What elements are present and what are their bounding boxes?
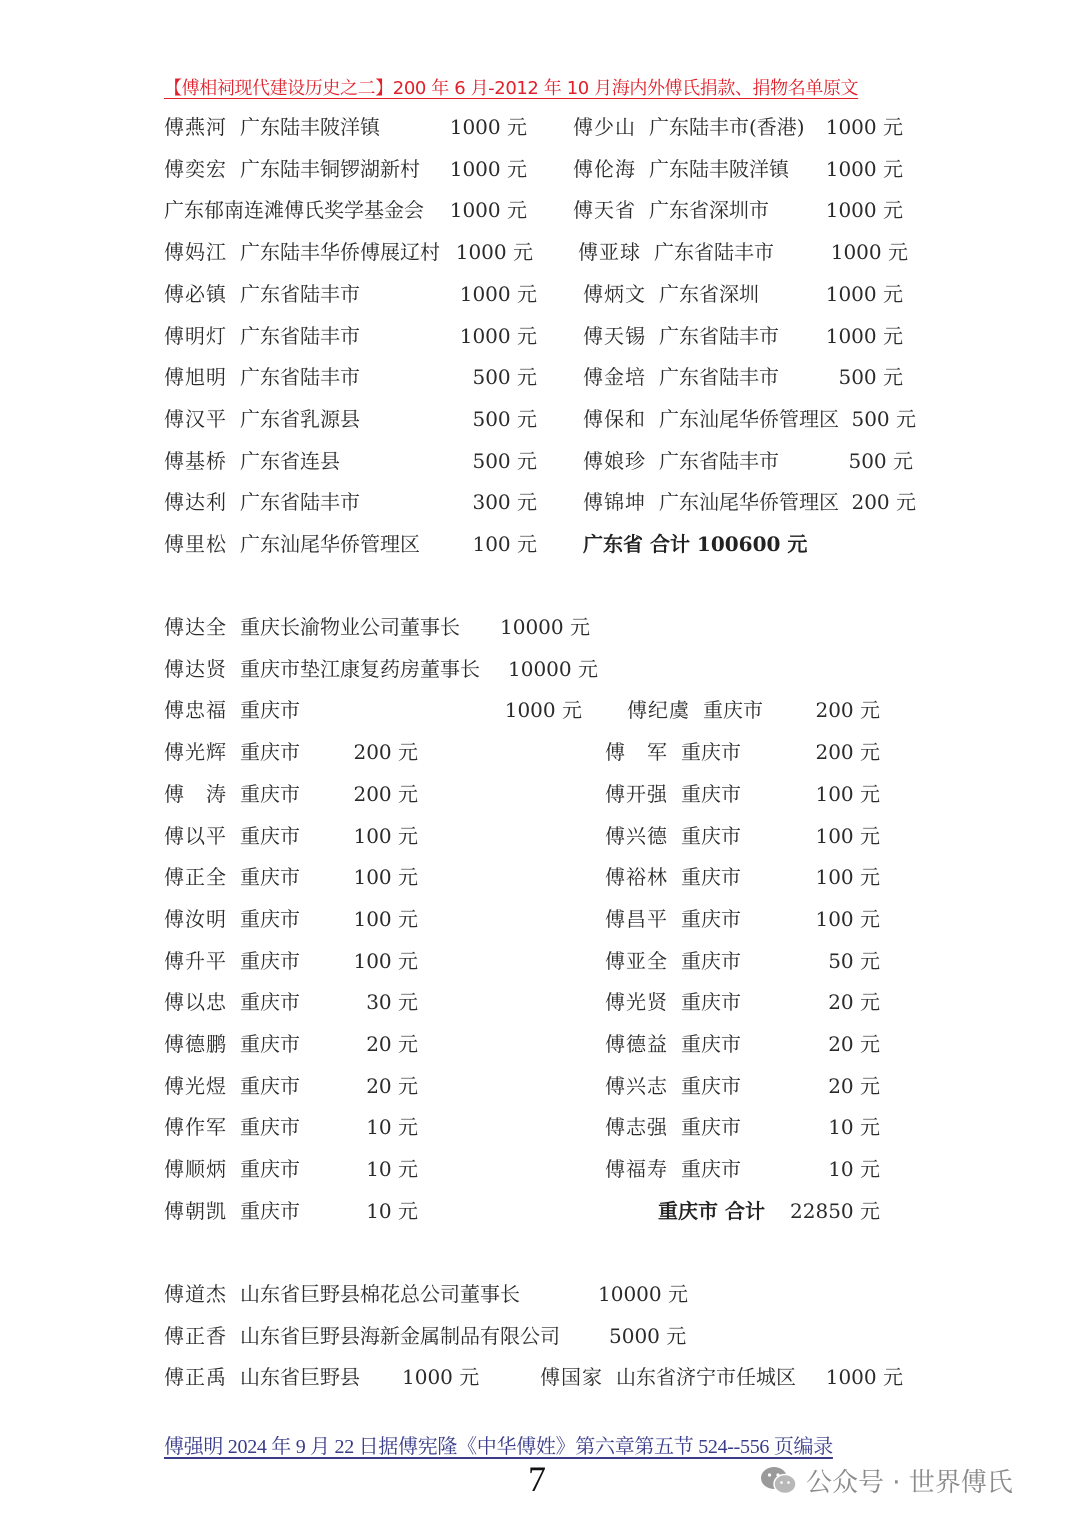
donor-place: 广东陆丰陂洋镇 [240, 115, 380, 139]
donor-name: 傅妈江 [164, 240, 227, 264]
province-total-label: 重庆市 合计 [658, 1199, 765, 1223]
donor-amount: 500 元 [472, 407, 537, 431]
donor-name: 傅升平 [164, 949, 227, 973]
donor-name: 傅顺炳 [164, 1157, 227, 1181]
donor-amount: 1000 元 [459, 282, 537, 306]
donor-amount: 1000 元 [830, 240, 908, 264]
donor-name: 傅以忠 [164, 990, 227, 1014]
donor-place: 重庆市 [681, 824, 741, 848]
donor-name: 傅明灯 [164, 324, 227, 348]
province-total: 广东省 合计 100600 元 [583, 532, 808, 556]
donor-place: 重庆市 [681, 949, 741, 973]
donor-place: 广东省陆丰市 [240, 365, 360, 389]
donor-place: 山东省巨野县棉花总公司董事长 [240, 1282, 520, 1306]
donor-place: 重庆市 [240, 698, 300, 722]
donor-place: 重庆市 [681, 1115, 741, 1139]
donor-row [0, 195, 1080, 225]
donor-name: 傅朝凯 [164, 1199, 227, 1223]
source-note-link[interactable]: 傅强明 2024 年 9 月 22 日据傅宪隆《中华傅姓》第六章第五节 524--556 页编录 [164, 1436, 833, 1458]
donor-amount: 1000 元 [825, 198, 903, 222]
donor-place: 重庆市 [240, 1074, 300, 1098]
donor-name: 傅开强 [605, 782, 668, 806]
donor-name: 傅 军 [605, 740, 668, 764]
donor-place: 广东省陆丰市 [240, 282, 360, 306]
donor-name: 傅兴志 [605, 1074, 668, 1098]
donor-name: 傅娘珍 [583, 449, 646, 473]
watermark-text: 公众号 · 世界傅氏 [806, 1468, 1013, 1498]
donor-name: 傅炳文 [583, 282, 646, 306]
donor-amount: 20 元 [366, 1032, 418, 1056]
donor-place: 重庆市 [681, 990, 741, 1014]
donor-amount: 1000 元 [459, 324, 537, 348]
donor-name: 傅旭明 [164, 365, 227, 389]
watermark [760, 1462, 1013, 1499]
donor-row [0, 695, 1080, 725]
donor-place: 广东省陆丰市 [654, 240, 774, 264]
donor-place: 广东省陆丰市 [659, 365, 779, 389]
donor-row [0, 529, 1080, 559]
donor-row [0, 612, 1080, 642]
page-title: 【傅相祠现代建设历史之二】200 年 6 月-2012 年 10 月海内外傅氏捐款、捐物名单原文 [164, 78, 859, 99]
donor-place: 广东省陆丰市 [659, 324, 779, 348]
donor-amount: 10 元 [366, 1157, 418, 1181]
donor-amount: 10000 元 [598, 1282, 688, 1306]
donor-place: 广东陆丰市(香港) [649, 115, 805, 139]
donor-place: 重庆市垫江康复药房董事长 [240, 657, 480, 681]
donor-amount: 100 元 [472, 532, 537, 556]
donor-name: 傅汉平 [164, 407, 227, 431]
donor-row [0, 1071, 1080, 1101]
donor-place: 山东省济宁市任城区 [616, 1365, 796, 1389]
donor-amount: 1000 元 [455, 240, 533, 264]
donor-row [0, 446, 1080, 476]
donor-row [0, 987, 1080, 1017]
donor-place: 重庆市 [240, 1032, 300, 1056]
province-total-amount: 22850 元 [790, 1199, 880, 1223]
donor-place: 重庆市 [240, 782, 300, 806]
donor-name: 傅燕河 [164, 115, 227, 139]
donor-row [0, 737, 1080, 767]
donor-amount: 1000 元 [449, 157, 527, 181]
donor-amount: 1000 元 [449, 198, 527, 222]
donor-place: 重庆市 [681, 740, 741, 764]
donor-name: 傅德益 [605, 1032, 668, 1056]
donor-amount: 30 元 [366, 990, 418, 1014]
page-number: 7 [528, 1459, 546, 1499]
donor-place: 广东省深圳 [659, 282, 759, 306]
donor-name: 傅保和 [583, 407, 646, 431]
donor-name: 傅亚全 [605, 949, 668, 973]
donor-amount: 20 元 [366, 1074, 418, 1098]
donor-amount: 10000 元 [508, 657, 598, 681]
donor-name: 傅志强 [605, 1115, 668, 1139]
donor-name: 傅光辉 [164, 740, 227, 764]
donor-name: 傅光煜 [164, 1074, 227, 1098]
donor-place: 重庆市 [240, 907, 300, 931]
donor-amount: 50 元 [828, 949, 880, 973]
donor-name: 傅锦坤 [583, 490, 646, 514]
donor-row [0, 1279, 1080, 1309]
donor-name: 傅昌平 [605, 907, 668, 931]
donor-amount: 100 元 [815, 824, 880, 848]
donor-org: 广东郁南连滩傅氏奖学基金会 [164, 198, 424, 222]
donor-place: 重庆市 [240, 949, 300, 973]
donor-place: 广东省陆丰市 [659, 449, 779, 473]
donor-row [0, 779, 1080, 809]
donor-amount: 5000 元 [609, 1324, 687, 1348]
donor-place: 重庆市 [681, 782, 741, 806]
donor-amount: 300 元 [472, 490, 537, 514]
donor-name: 傅里松 [164, 532, 227, 556]
donor-name: 傅纪虞 [627, 698, 690, 722]
donor-row [0, 821, 1080, 851]
donor-amount: 10 元 [828, 1157, 880, 1181]
donor-name: 傅奕宏 [164, 157, 227, 181]
donor-place: 重庆市 [681, 907, 741, 931]
donor-amount: 1000 元 [825, 115, 903, 139]
donor-amount: 500 元 [472, 365, 537, 389]
donor-name: 傅道杰 [164, 1282, 227, 1306]
donor-amount: 10 元 [366, 1199, 418, 1223]
donor-place: 重庆市 [240, 990, 300, 1014]
donor-place: 广东陆丰铜锣湖新村 [240, 157, 420, 181]
donor-row [0, 154, 1080, 184]
donor-amount: 10000 元 [500, 615, 590, 639]
donor-name: 傅正全 [164, 865, 227, 889]
donor-place: 重庆市 [240, 1115, 300, 1139]
donor-amount: 500 元 [838, 365, 903, 389]
donor-place: 广东省陆丰市 [240, 490, 360, 514]
donor-amount: 100 元 [815, 865, 880, 889]
donor-place: 重庆市 [681, 1032, 741, 1056]
donor-name: 傅天锡 [583, 324, 646, 348]
donor-name: 傅 涛 [164, 782, 227, 806]
donor-amount: 100 元 [815, 907, 880, 931]
donor-amount: 1000 元 [449, 115, 527, 139]
donor-row [0, 904, 1080, 934]
donor-name: 傅金培 [583, 365, 646, 389]
donor-amount: 20 元 [828, 990, 880, 1014]
donor-row [0, 1112, 1080, 1142]
donor-place: 重庆市 [703, 698, 763, 722]
donor-row [0, 404, 1080, 434]
donor-place: 重庆市 [240, 865, 300, 889]
donor-name: 傅兴德 [605, 824, 668, 848]
donor-name: 傅达贤 [164, 657, 227, 681]
donor-name: 傅汝明 [164, 907, 227, 931]
donor-amount: 200 元 [815, 698, 880, 722]
donor-amount: 20 元 [828, 1032, 880, 1056]
donor-name: 傅德鹏 [164, 1032, 227, 1056]
donor-place: 广东省深圳市 [649, 198, 769, 222]
donor-name: 傅天省 [573, 198, 636, 222]
donor-name: 傅以平 [164, 824, 227, 848]
donor-amount: 100 元 [815, 782, 880, 806]
donor-place: 广东陆丰华侨傅展辽村 [240, 240, 440, 264]
donor-place: 重庆市 [681, 865, 741, 889]
donor-place: 广东陆丰陂洋镇 [649, 157, 789, 181]
donor-name: 傅必镇 [164, 282, 227, 306]
donor-name: 傅伦海 [573, 157, 636, 181]
donor-row [0, 862, 1080, 892]
donor-amount: 200 元 [353, 782, 418, 806]
donor-amount: 10 元 [366, 1115, 418, 1139]
donor-place: 广东省连县 [240, 449, 340, 473]
donor-row [0, 112, 1080, 142]
donor-name: 傅少山 [573, 115, 636, 139]
donor-name: 傅达利 [164, 490, 227, 514]
donor-amount: 100 元 [353, 949, 418, 973]
donor-place: 山东省巨野县海新金属制品有限公司 [240, 1324, 560, 1348]
donor-place: 重庆市 [240, 740, 300, 764]
donor-place: 广东汕尾华侨管理区 [659, 490, 839, 514]
donor-amount: 200 元 [815, 740, 880, 764]
donor-amount: 1000 元 [504, 698, 582, 722]
donor-amount: 100 元 [353, 865, 418, 889]
donor-name: 傅正禹 [164, 1365, 227, 1389]
donor-name: 傅作军 [164, 1115, 227, 1139]
donor-row [0, 1362, 1080, 1392]
donor-row [0, 1196, 1080, 1226]
donor-place: 重庆市 [681, 1157, 741, 1181]
donor-amount: 1000 元 [825, 282, 903, 306]
donor-amount: 10 元 [828, 1115, 880, 1139]
donor-amount: 1000 元 [825, 324, 903, 348]
donor-name: 傅光贤 [605, 990, 668, 1014]
donor-row [0, 1321, 1080, 1351]
donor-name: 傅达全 [164, 615, 227, 639]
donor-name: 傅忠福 [164, 698, 227, 722]
wechat-icon [760, 1465, 798, 1497]
donor-amount: 20 元 [828, 1074, 880, 1098]
donor-amount: 1000 元 [402, 1365, 480, 1389]
donor-name: 傅福寿 [605, 1157, 668, 1181]
donor-place: 重庆市 [240, 824, 300, 848]
donor-row [0, 1154, 1080, 1184]
donor-row [0, 1029, 1080, 1059]
donor-place: 广东汕尾华侨管理区 [240, 532, 420, 556]
donor-amount: 200 元 [851, 490, 916, 514]
donor-place: 重庆市 [681, 1074, 741, 1098]
donor-place: 山东省巨野县 [240, 1365, 360, 1389]
donor-row [0, 654, 1080, 684]
donor-name: 傅裕林 [605, 865, 668, 889]
donor-name: 傅正香 [164, 1324, 227, 1348]
donor-name: 傅国家 [540, 1365, 603, 1389]
donor-place: 广东省陆丰市 [240, 324, 360, 348]
donor-row [0, 487, 1080, 517]
donor-place: 重庆长渝物业公司董事长 [240, 615, 460, 639]
donor-row [0, 237, 1080, 267]
donor-amount: 100 元 [353, 907, 418, 931]
donor-place: 广东汕尾华侨管理区 [659, 407, 839, 431]
donor-place: 广东省乳源县 [240, 407, 360, 431]
donor-name: 傅亚球 [578, 240, 641, 264]
donor-row [0, 279, 1080, 309]
donor-place: 重庆市 [240, 1157, 300, 1181]
donor-row [0, 362, 1080, 392]
donor-row [0, 946, 1080, 976]
donor-amount: 500 元 [848, 449, 913, 473]
donor-amount: 100 元 [353, 824, 418, 848]
donor-amount: 1000 元 [825, 1365, 903, 1389]
donor-place: 重庆市 [240, 1199, 300, 1223]
donor-name: 傅基桥 [164, 449, 227, 473]
donor-amount: 500 元 [472, 449, 537, 473]
donor-amount: 500 元 [851, 407, 916, 431]
donor-row [0, 321, 1080, 351]
donor-amount: 1000 元 [825, 157, 903, 181]
donor-amount: 200 元 [353, 740, 418, 764]
